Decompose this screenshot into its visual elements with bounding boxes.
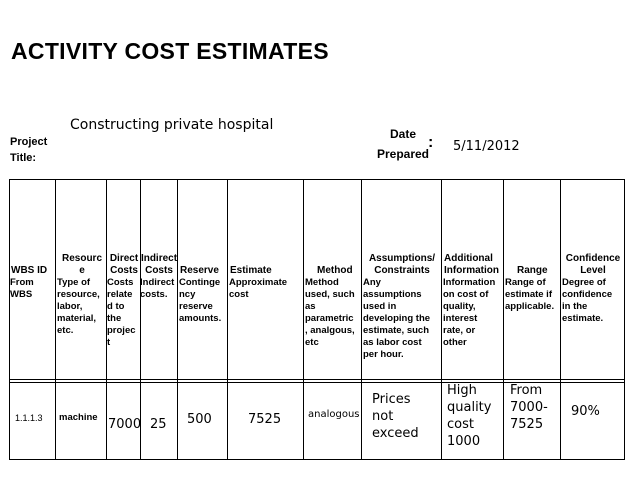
cell-confidence: 90% (571, 404, 600, 419)
col-divider (503, 179, 504, 460)
header-range: Range (517, 265, 548, 276)
cell-reserve: 500 (187, 412, 212, 427)
header-indirect-costs: Indirect Costs (140, 253, 178, 276)
col-divider (361, 179, 362, 460)
desc-indirect-costs: Indirect costs. (140, 277, 175, 300)
header-confidence: Confidence Level (565, 253, 621, 276)
cell-wbs-id: 1.1.1.3 (15, 413, 43, 423)
desc-resource: Type of resource, labor, material, etc. (57, 277, 100, 336)
date-colon: : (428, 134, 434, 151)
col-divider (177, 179, 178, 460)
document-title: ACTIVITY COST ESTIMATES (11, 38, 329, 64)
cell-direct-costs: 7000 (108, 417, 142, 432)
header-additional-info: Additional Information (444, 253, 499, 276)
desc-confidence: Degree of confidence in the estimate. (562, 277, 613, 324)
cost-estimate-table (9, 179, 625, 460)
date-prepared-value: 5/11/2012 (453, 139, 520, 154)
col-divider (227, 179, 228, 460)
cell-additional-info: High quality cost 1000 (447, 383, 492, 449)
col-divider (303, 179, 304, 460)
cell-method: analogous (308, 409, 360, 420)
desc-additional-info: Information on cost of quality, interest rate, or other (443, 277, 496, 348)
col-divider (55, 179, 56, 460)
cell-estimate: 7525 (248, 412, 282, 427)
col-divider (624, 179, 625, 460)
header-direct-costs: Direct Costs (109, 253, 139, 276)
col-divider (9, 179, 10, 460)
desc-reserve: Continge ncy reserve amounts. (179, 277, 222, 324)
desc-estimate: Approximate cost (229, 277, 288, 300)
table-top-border (9, 179, 625, 180)
desc-direct-costs: Costs relate d to the projec t (107, 277, 136, 348)
header-method: Method (317, 265, 353, 276)
col-divider (560, 179, 561, 460)
project-title-label: Project Title: (10, 136, 48, 164)
cell-assumptions: Prices not exceed (372, 392, 419, 441)
desc-method: Method used, such as parametric , analgous, etc (305, 277, 355, 348)
cell-resource: machine (59, 412, 98, 423)
header-reserve: Reserve (180, 265, 219, 276)
header-resource: Resourc e (61, 253, 102, 276)
cell-range: From 7000- 7525 (510, 383, 548, 432)
desc-assumptions: Any assumptions used in developing the estimate, such as labor cost per hour. (363, 277, 431, 360)
project-title-value: Constructing private hospital (70, 117, 274, 133)
header-estimate: Estimate (230, 265, 272, 276)
desc-range: Range of estimate if applicable. (505, 277, 555, 312)
desc-wbs-id: From WBS (10, 277, 34, 300)
table-header-divider (9, 379, 625, 380)
table-bottom-border (9, 459, 625, 460)
col-divider (441, 179, 442, 460)
header-wbs-id: WBS ID (11, 265, 48, 276)
date-prepared-label: Date Prepared (376, 127, 430, 161)
cell-indirect-costs: 25 (150, 417, 167, 432)
header-assumptions: Assumptions/ Constraints (368, 253, 436, 276)
